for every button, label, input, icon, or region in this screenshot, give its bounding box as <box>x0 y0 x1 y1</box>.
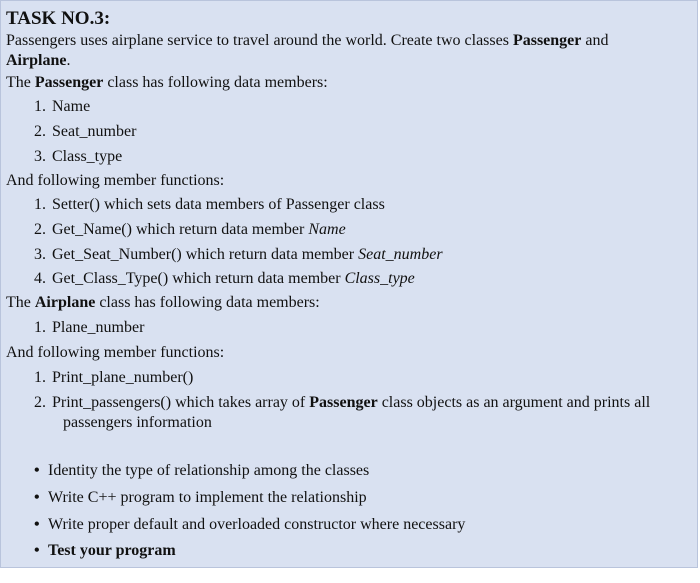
bullet-text: Write proper default and overloaded constructor where necessary <box>48 516 466 533</box>
passenger-member-item <box>34 122 691 141</box>
item-number: 1. <box>34 319 46 336</box>
passenger-member-item <box>34 147 691 166</box>
airplane-function-item <box>34 393 691 412</box>
item-number: 2. <box>34 123 46 140</box>
intro-line-2 <box>6 51 691 70</box>
airplane-members-heading <box>6 293 691 312</box>
item-text: Plane_number <box>52 319 145 336</box>
bullet-icon: • <box>34 542 40 559</box>
item-number: 3. <box>34 148 46 165</box>
airplane-function-item <box>34 368 691 387</box>
requirement-bullet <box>34 488 691 507</box>
item-text-continued: class objects as an argument and prints all <box>377 394 651 411</box>
item-number: 1. <box>34 369 46 386</box>
member-name: Class_type <box>344 270 415 287</box>
heading-suffix: class has following data members: <box>103 74 328 91</box>
item-text: Setter() which sets data members of Passenger class <box>52 196 385 213</box>
intro-period: . <box>66 52 71 69</box>
heading-class-name: Airplane <box>34 294 96 311</box>
item-text: Print_passengers() which takes array of <box>52 394 310 411</box>
bullet-icon: • <box>34 489 40 506</box>
airplane-function-item-wrap: passengers information <box>63 414 212 431</box>
heading-prefix: The <box>6 74 35 91</box>
item-text: Print_plane_number() <box>52 369 194 386</box>
bullet-icon: • <box>34 462 40 479</box>
class-name-passenger: Passenger <box>309 394 378 411</box>
item-number: 1. <box>34 196 46 213</box>
intro-and: and <box>581 32 609 49</box>
passenger-function-item <box>34 245 691 264</box>
member-name: Seat_number <box>358 246 443 263</box>
item-number: 4. <box>34 270 46 287</box>
intro-text: Passengers uses airplane service to travel around the world. Create two classes <box>6 32 513 49</box>
item-number: 2. <box>34 394 46 411</box>
bullet-icon: • <box>34 516 40 533</box>
task-title: TASK NO.3: <box>6 8 111 29</box>
member-name: Name <box>308 221 346 238</box>
functions-heading: And following member functions: <box>6 344 225 361</box>
heading-class-name: Passenger <box>34 74 104 91</box>
requirement-bullet <box>34 515 691 534</box>
class-name-airplane: Airplane <box>6 52 67 69</box>
item-number: 3. <box>34 246 46 263</box>
requirement-bullet <box>34 461 691 480</box>
item-text: Get_Seat_Number() which return data member <box>52 246 359 263</box>
bullet-text: Test your program <box>48 542 176 559</box>
item-text: Seat_number <box>52 123 137 140</box>
requirement-bullet <box>34 541 691 560</box>
airplane-member-item <box>34 318 691 337</box>
passenger-member-item <box>34 97 691 116</box>
class-name-passenger: Passenger <box>512 32 582 49</box>
item-text: Class_type <box>52 148 123 165</box>
heading-prefix: The <box>6 294 35 311</box>
passenger-function-item <box>34 269 691 288</box>
passenger-function-item <box>34 220 691 239</box>
item-number: 1. <box>34 98 46 115</box>
bullet-text: Write C++ program to implement the relationship <box>48 489 367 506</box>
bullet-text: Identity the type of relationship among the classes <box>48 462 370 479</box>
passenger-function-item <box>34 195 691 214</box>
passenger-members-heading <box>6 73 691 92</box>
item-number: 2. <box>34 221 46 238</box>
item-text: Name <box>52 98 91 115</box>
item-text: Get_Name() which return data member <box>52 221 309 238</box>
heading-suffix: class has following data members: <box>95 294 320 311</box>
functions-heading: And following member functions: <box>6 172 225 189</box>
intro-line-1 <box>6 31 691 50</box>
item-text: Get_Class_Type() which return data member <box>52 270 345 287</box>
